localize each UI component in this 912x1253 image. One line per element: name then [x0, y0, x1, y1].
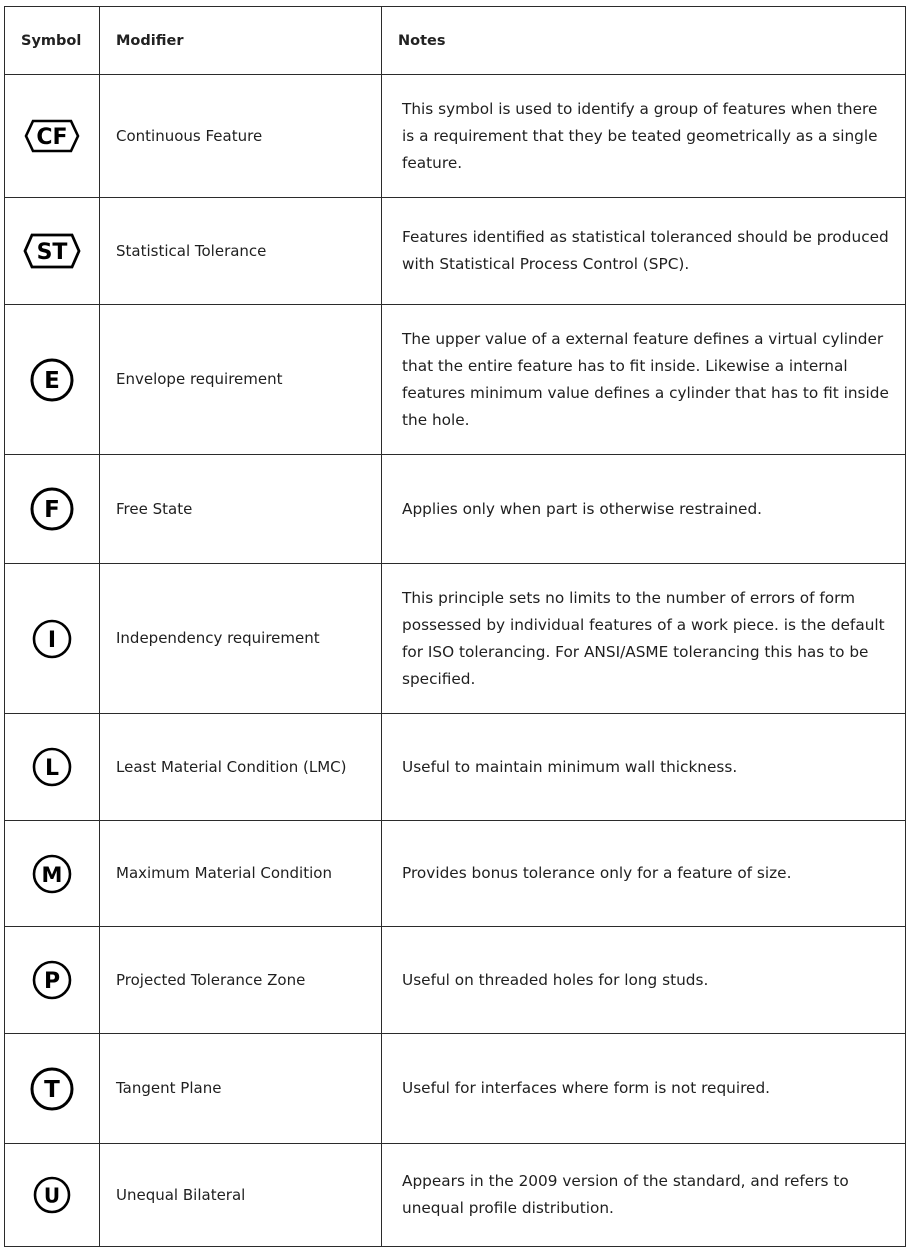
table-row — [5, 305, 906, 455]
symbol-cell — [5, 714, 100, 821]
table-row — [5, 821, 906, 927]
svg-text:M: M — [41, 862, 63, 887]
notes-cell: Useful on threaded holes for long studs. — [382, 927, 906, 1034]
table-row — [5, 1034, 906, 1144]
projected-tolerance-zone-icon — [31, 959, 73, 1001]
notes-cell: Useful for interfaces where form is not required. — [382, 1034, 906, 1144]
modifier-cell: Independency requirement — [100, 564, 382, 714]
svg-text:T: T — [44, 1076, 60, 1103]
header-row — [5, 7, 906, 75]
continuous-feature-icon — [24, 119, 80, 153]
header-notes: Notes — [382, 7, 906, 75]
symbol-cell — [5, 75, 100, 198]
unequal-bilateral-icon — [32, 1175, 72, 1215]
free-state-icon — [29, 486, 75, 532]
svg-text:U: U — [43, 1183, 61, 1208]
symbol-cell — [5, 1144, 100, 1247]
table-row — [5, 75, 906, 198]
notes-cell: Useful to maintain minimum wall thickness. — [382, 714, 906, 821]
table-row — [5, 714, 906, 821]
independency-requirement-icon — [31, 618, 73, 660]
modifier-cell: Envelope requirement — [100, 305, 382, 455]
statistical-tolerance-icon — [23, 233, 81, 269]
symbol-cell — [5, 455, 100, 564]
modifier-cell: Free State — [100, 455, 382, 564]
modifier-cell: Statistical Tolerance — [100, 198, 382, 305]
tangent-plane-icon — [29, 1066, 75, 1112]
header-modifier: Modifier — [100, 7, 382, 75]
modifier-cell: Tangent Plane — [100, 1034, 382, 1144]
symbol-cell — [5, 927, 100, 1034]
notes-cell: Provides bonus tolerance only for a feature of size. — [382, 821, 906, 927]
least-material-condition-icon — [31, 746, 73, 788]
modifier-cell: Projected Tolerance Zone — [100, 927, 382, 1034]
table-row — [5, 1144, 906, 1247]
maximum-material-condition-icon — [31, 853, 73, 895]
symbol-cell — [5, 821, 100, 927]
modifier-cell: Maximum Material Condition — [100, 821, 382, 927]
notes-cell: Appears in the 2009 version of the standard, and refers to unequal profile distribution. — [382, 1144, 906, 1247]
notes-cell: This symbol is used to identify a group of features when there is a requirement that they be teated geometrically as a single feature. — [382, 75, 906, 198]
table-row — [5, 198, 906, 305]
symbol-cell — [5, 198, 100, 305]
svg-text:CF: CF — [36, 125, 68, 150]
gdt-modifiers-table — [4, 6, 906, 1247]
modifier-cell: Unequal Bilateral — [100, 1144, 382, 1247]
symbol-cell — [5, 564, 100, 714]
table-row — [5, 564, 906, 714]
notes-cell: Applies only when part is otherwise restrained. — [382, 455, 906, 564]
notes-cell: This principle sets no limits to the number of errors of form possessed by individual features of a work piece. is the default for ISO tolerancing. For ANSI/ASME tolerancing this has to be specified. — [382, 564, 906, 714]
table-row — [5, 927, 906, 1034]
svg-text:E: E — [44, 367, 60, 394]
svg-text:F: F — [44, 497, 60, 523]
envelope-requirement-icon — [29, 357, 75, 403]
svg-text:P: P — [43, 969, 61, 994]
symbol-cell — [5, 305, 100, 455]
notes-cell: Features identified as statistical toleranced should be produced with Statistical Process Control (SPC). — [382, 198, 906, 305]
notes-cell: The upper value of a external feature defines a virtual cylinder that the entire feature has to fit inside. Likewise a internal features minimum value defines a cylinder that has to fit inside the hole. — [382, 305, 906, 455]
modifier-cell: Least Material Condition (LMC) — [100, 714, 382, 821]
header-symbol: Symbol — [5, 7, 100, 75]
svg-text:L: L — [44, 756, 60, 781]
svg-text:ST: ST — [36, 240, 68, 265]
symbol-cell — [5, 1034, 100, 1144]
table-row — [5, 455, 906, 564]
svg-text:I: I — [47, 627, 57, 653]
modifier-cell: Continuous Feature — [100, 75, 382, 198]
